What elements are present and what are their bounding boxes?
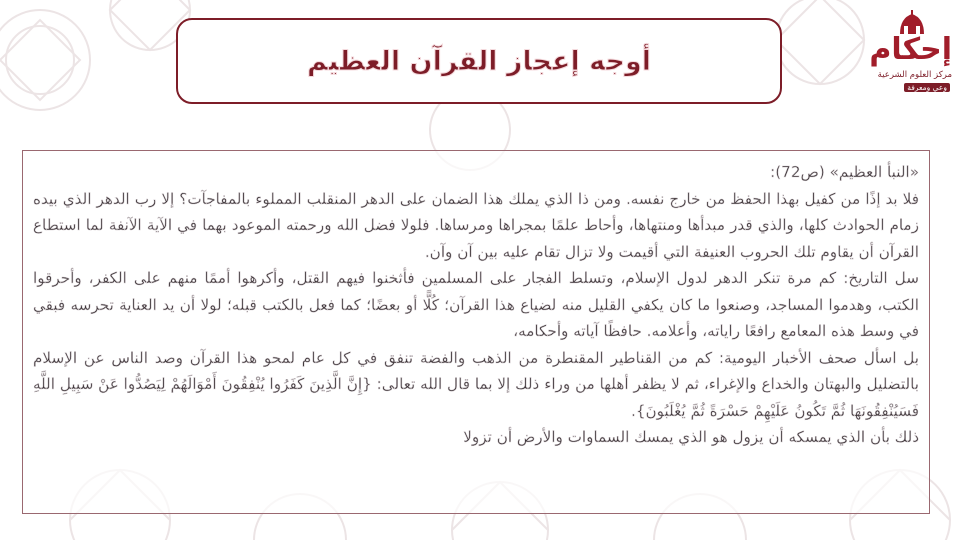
logo-subtitle: مركز العلوم الشرعية [877, 70, 952, 80]
paragraph-4: ذلك بأن الذي يمسكه أن يزول هو الذي يمسك السماوات والأرض أن تزولا [463, 428, 919, 446]
paragraph-1: فلا بد إذًا من كفيل بهذا الحفظ من خارج نفسه. ومن ذا الذي يملك هذا الضمان على الدهر المنقلب المملوء بالمفاجآت؟ إلا رب الدهر الذي بيده زمام الحوادث كلها، والذي قدر مبدأها ومنتهاها، وأحاط علمًا بمجراها ومرساها. فلولا فضل الله ورحمته الموعود بهما في الآية الآنفة لما استطاع القرآن أن يقاوم تلك الحروب العنيفة التي أقيمت ولا تزال تقام عليه بين آن وآن. [33, 189, 919, 261]
paragraph-2: سل التاريخ: كم مرة تنكر الدهر لدول الإسلام، وتسلط الفجار على المسلمين فأثخنوا فيهم القتل، وأكرهوا أممًا منهم على الكفر، وأحرقوا الكتب، وهدموا المساجد، وصنعوا ما كان يكفي القليل منه لضياع هذا القرآن؛ كُلًّا أو بعضًا؛ كما فعل بالكتب قبله؛ لولا أن يد العناية تحرسه فبقي في وسط هذه المعامع رافعًا راياته، وأعلامه. حافظًا آياته وأحكامه، [33, 269, 919, 340]
logo-brand: إحكام [869, 32, 952, 67]
content-box [22, 150, 930, 514]
page-title: أوجه إعجاز القرآن العظيم [307, 45, 651, 77]
paragraph-3: بل اسأل صحف الأخبار اليومية: كم من القناطير المقنطرة من الذهب والفضة تنفق في كل عام لمحو هذا القرآن وصد الناس عن الإسلام بالتضليل والبهتان والخداع والإغراء، ثم لا يظفر أهلها من وراء ذلك إلا بما قال الله تعالى: {إِنَّ الَّذِينَ كَفَرُوا يُنْفِقُونَ أَمْوَالَهُمْ لِيَصُدُّوا عَنْ سَبِيلِ اللَّهِ فَسَيُنْفِقُونَهَا ثُمَّ تَكُونُ عَلَيْهِمْ حَسْرَةً ثُمَّ يُغْلَبُونَ}. [33, 348, 919, 420]
logo-tagline: وعي ومعرفة [904, 83, 950, 92]
logo [862, 6, 956, 98]
source-reference: «النبأ العظيم» (ص72): [770, 163, 919, 181]
title-banner [176, 18, 782, 104]
